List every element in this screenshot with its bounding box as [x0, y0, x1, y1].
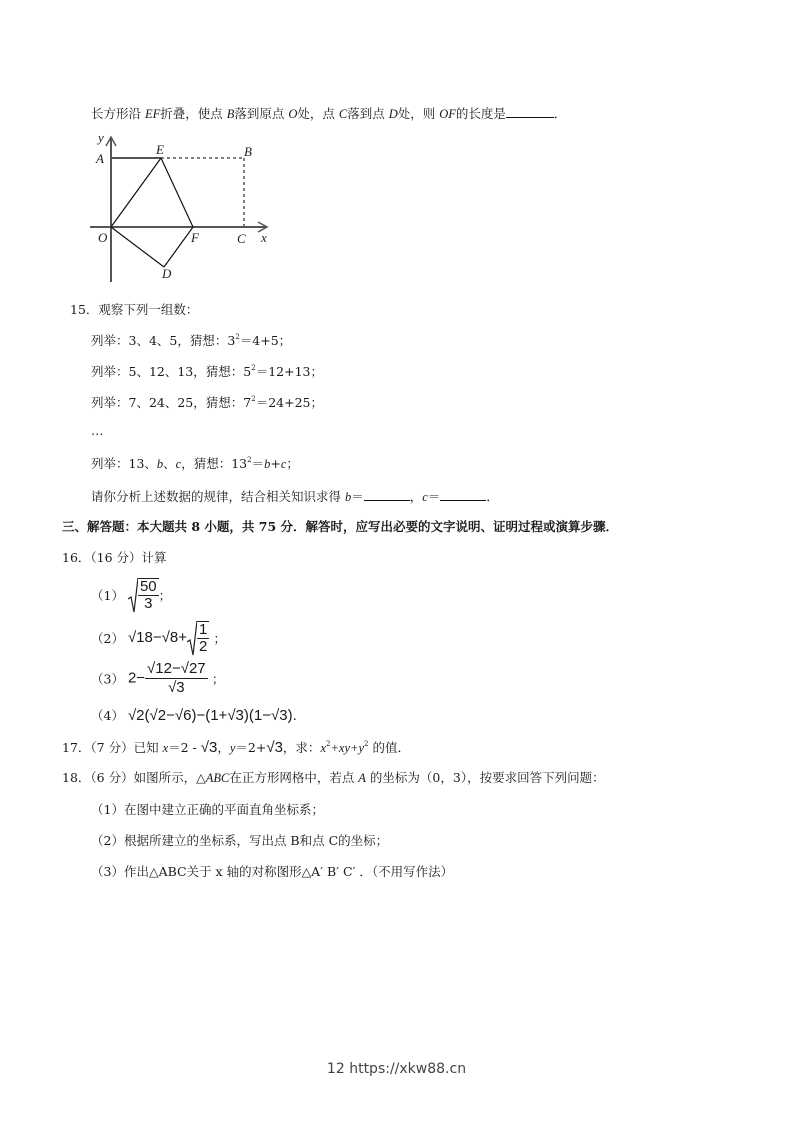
- label-a: A: [96, 151, 104, 166]
- label-b: B: [244, 144, 252, 159]
- q16-part-1: （1） $\frac{50}{3}$ ；: [91, 578, 172, 612]
- q18-text: 18．（6 分）如图所示，△ABC在正方形网格中，若点 A 的坐标为（0，3），按要求回答下列问题：: [62, 770, 605, 785]
- label-c: C: [237, 231, 246, 246]
- q16-part-4: （4） √2(√2−√6)−(1+√3)(1−√3).: [91, 707, 297, 724]
- q18-item-3: （3）作出△ABC关于 x 轴的对称图形△A′ B′ C′ ．（不用写作法）: [91, 864, 454, 879]
- answer-blank-b[interactable]: [364, 488, 410, 501]
- label-e: E: [156, 142, 164, 157]
- label-d: D: [162, 266, 172, 281]
- q15-ask: 请你分析上述数据的规律，结合相关知识求得 b＝ ，c＝ ．: [91, 489, 499, 504]
- footer-url[interactable]: https://xkw88.cn: [349, 1061, 467, 1077]
- q14-text: 长方形沿 EF折叠，使点 B落到原点 O处，点 C落到点 D处，则 OF的长度是 ．: [91, 106, 567, 121]
- q18-item-1: （1）在图中建立正确的平面直角坐标系；: [91, 802, 324, 817]
- q16-part-2: （2） √18−√8+ $\frac{1}{2}$ ；: [91, 621, 226, 655]
- page-number: 12: [326, 1061, 345, 1077]
- q18-item-2: （2）根据所建立的坐标系，写出点 B和点 C的坐标；: [91, 833, 389, 848]
- radical-icon: [128, 577, 138, 613]
- q15-row-3: 列举：7、24、25，猜想：$7^2=24+25$；: [91, 395, 323, 410]
- section-3-heading: 三、解答题：本大题共 8 小题，共 75 分．解答时，应写出必要的文字说明、证明过程或演算步骤．: [62, 519, 619, 534]
- radical-icon: [187, 620, 197, 656]
- answer-blank-c[interactable]: [440, 488, 486, 501]
- fold-figure: [85, 128, 280, 288]
- q15-row-1: 列举：3、4、5，猜想：$3^2=4+5$；: [91, 333, 292, 348]
- label-y: y: [98, 130, 104, 145]
- answer-blank-of[interactable]: [506, 105, 554, 118]
- q16-part-3: （3） 2− $\frac{√12-√27}{√3}$ ；: [91, 660, 225, 696]
- q15-title: 15．观察下列一组数：: [70, 302, 199, 317]
- label-f: F: [191, 230, 199, 245]
- label-o: O: [98, 230, 108, 245]
- page-footer: [0, 1061, 793, 1077]
- q16-title: 16．（16 分）计算: [62, 550, 167, 565]
- q15-row-2: 列举：5、12、13，猜想：$5^2=12+13$；: [91, 364, 323, 379]
- q15-row-last: 列举：13、b、c，猜想：$13^2=b+c$；: [91, 456, 299, 471]
- label-x: x: [261, 230, 267, 245]
- q15-ellipsis: …: [91, 423, 104, 438]
- q17-text: 17．（7 分）已知 x＝2 - √3，y＝2+√3，求：$x^2+xy+y^2$ 的值．: [62, 739, 410, 756]
- sqrt-fraction: $\frac{50}{3}$: [128, 577, 159, 613]
